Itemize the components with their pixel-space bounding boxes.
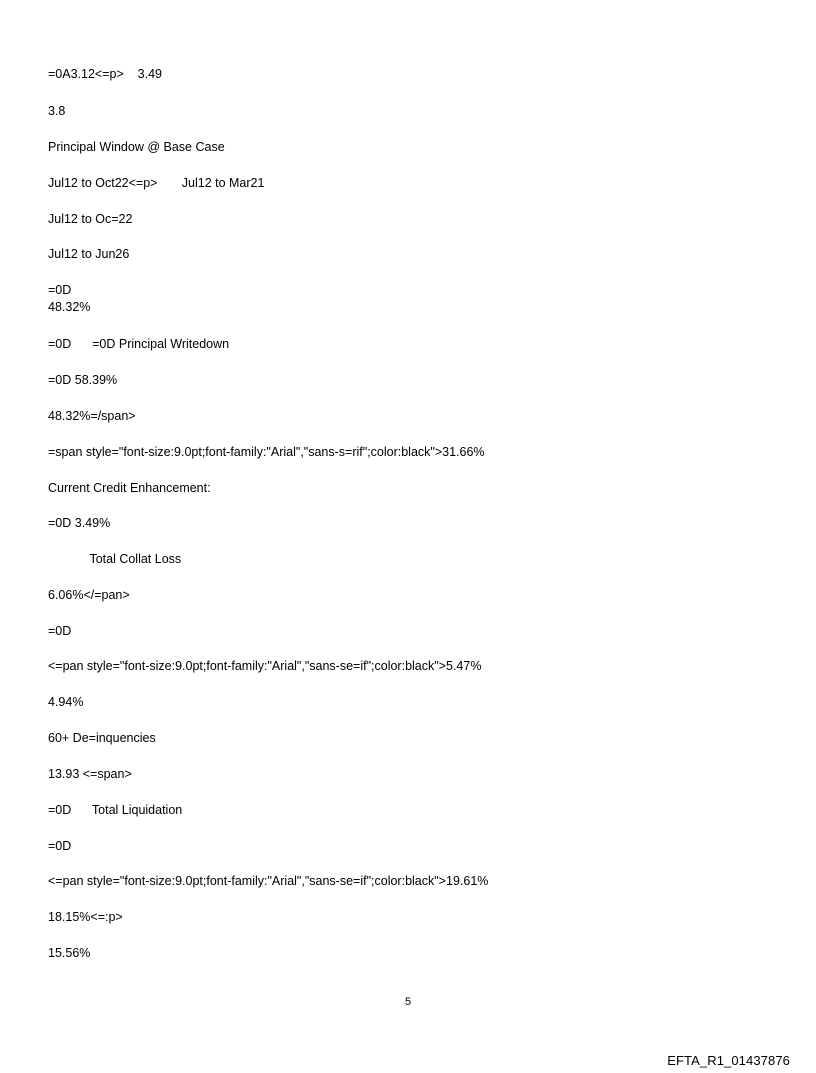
text-line-7: =0D — [48, 283, 72, 297]
text-line-4: Jul12 to Oct22<=p> Jul12 to Mar21 — [48, 176, 265, 190]
text-line-11: 48.32%=/span> — [48, 409, 136, 423]
document-id: EFTA_R1_01437876 — [667, 1053, 790, 1068]
text-line-19: 4.94% — [48, 695, 84, 709]
text-line-16: 6.06%</=pan> — [48, 588, 130, 602]
text-line-1: =0A3.12<=p> 3.49 — [48, 67, 162, 81]
text-line-26: 15.56% — [48, 946, 91, 960]
text-line-18: <=pan style="font-size:9.0pt;font-family:"Arial","sans-se=if";color:black">5.47% — [48, 659, 482, 673]
text-line-14: =0D 3.49% — [48, 516, 111, 530]
text-line-8: 48.32% — [48, 300, 91, 314]
text-line-21: 13.93 <=span> — [48, 767, 132, 781]
text-line-23: =0D — [48, 839, 72, 853]
page-number: 5 — [404, 996, 412, 1008]
text-line-2: 3.8 — [48, 104, 66, 118]
text-line-9: =0D =0D Principal Writedown — [48, 337, 230, 351]
text-line-20: 60+ De=inquencies — [48, 731, 156, 745]
text-line-24: <=pan style="font-size:9.0pt;font-family:"Arial","sans-se=if";color:black">19.61% — [48, 874, 489, 888]
text-line-5: Jul12 to Oc=22 — [48, 212, 133, 226]
text-line-3: Principal Window @ Base Case — [48, 140, 225, 154]
text-line-12: =span style="font-size:9.0pt;font-family:"Arial","sans-s=rif";color:black">31.66% — [48, 445, 485, 459]
text-line-25: 18.15%<=:p> — [48, 910, 123, 924]
text-line-17: =0D — [48, 624, 72, 638]
text-line-10: =0D 58.39% — [48, 373, 118, 387]
text-line-15: Total Collat Loss — [48, 552, 182, 566]
text-line-13: Current Credit Enhancement: — [48, 481, 211, 495]
text-line-6: Jul12 to Jun26 — [48, 247, 130, 261]
text-line-22: =0D Total Liquidation — [48, 803, 183, 817]
